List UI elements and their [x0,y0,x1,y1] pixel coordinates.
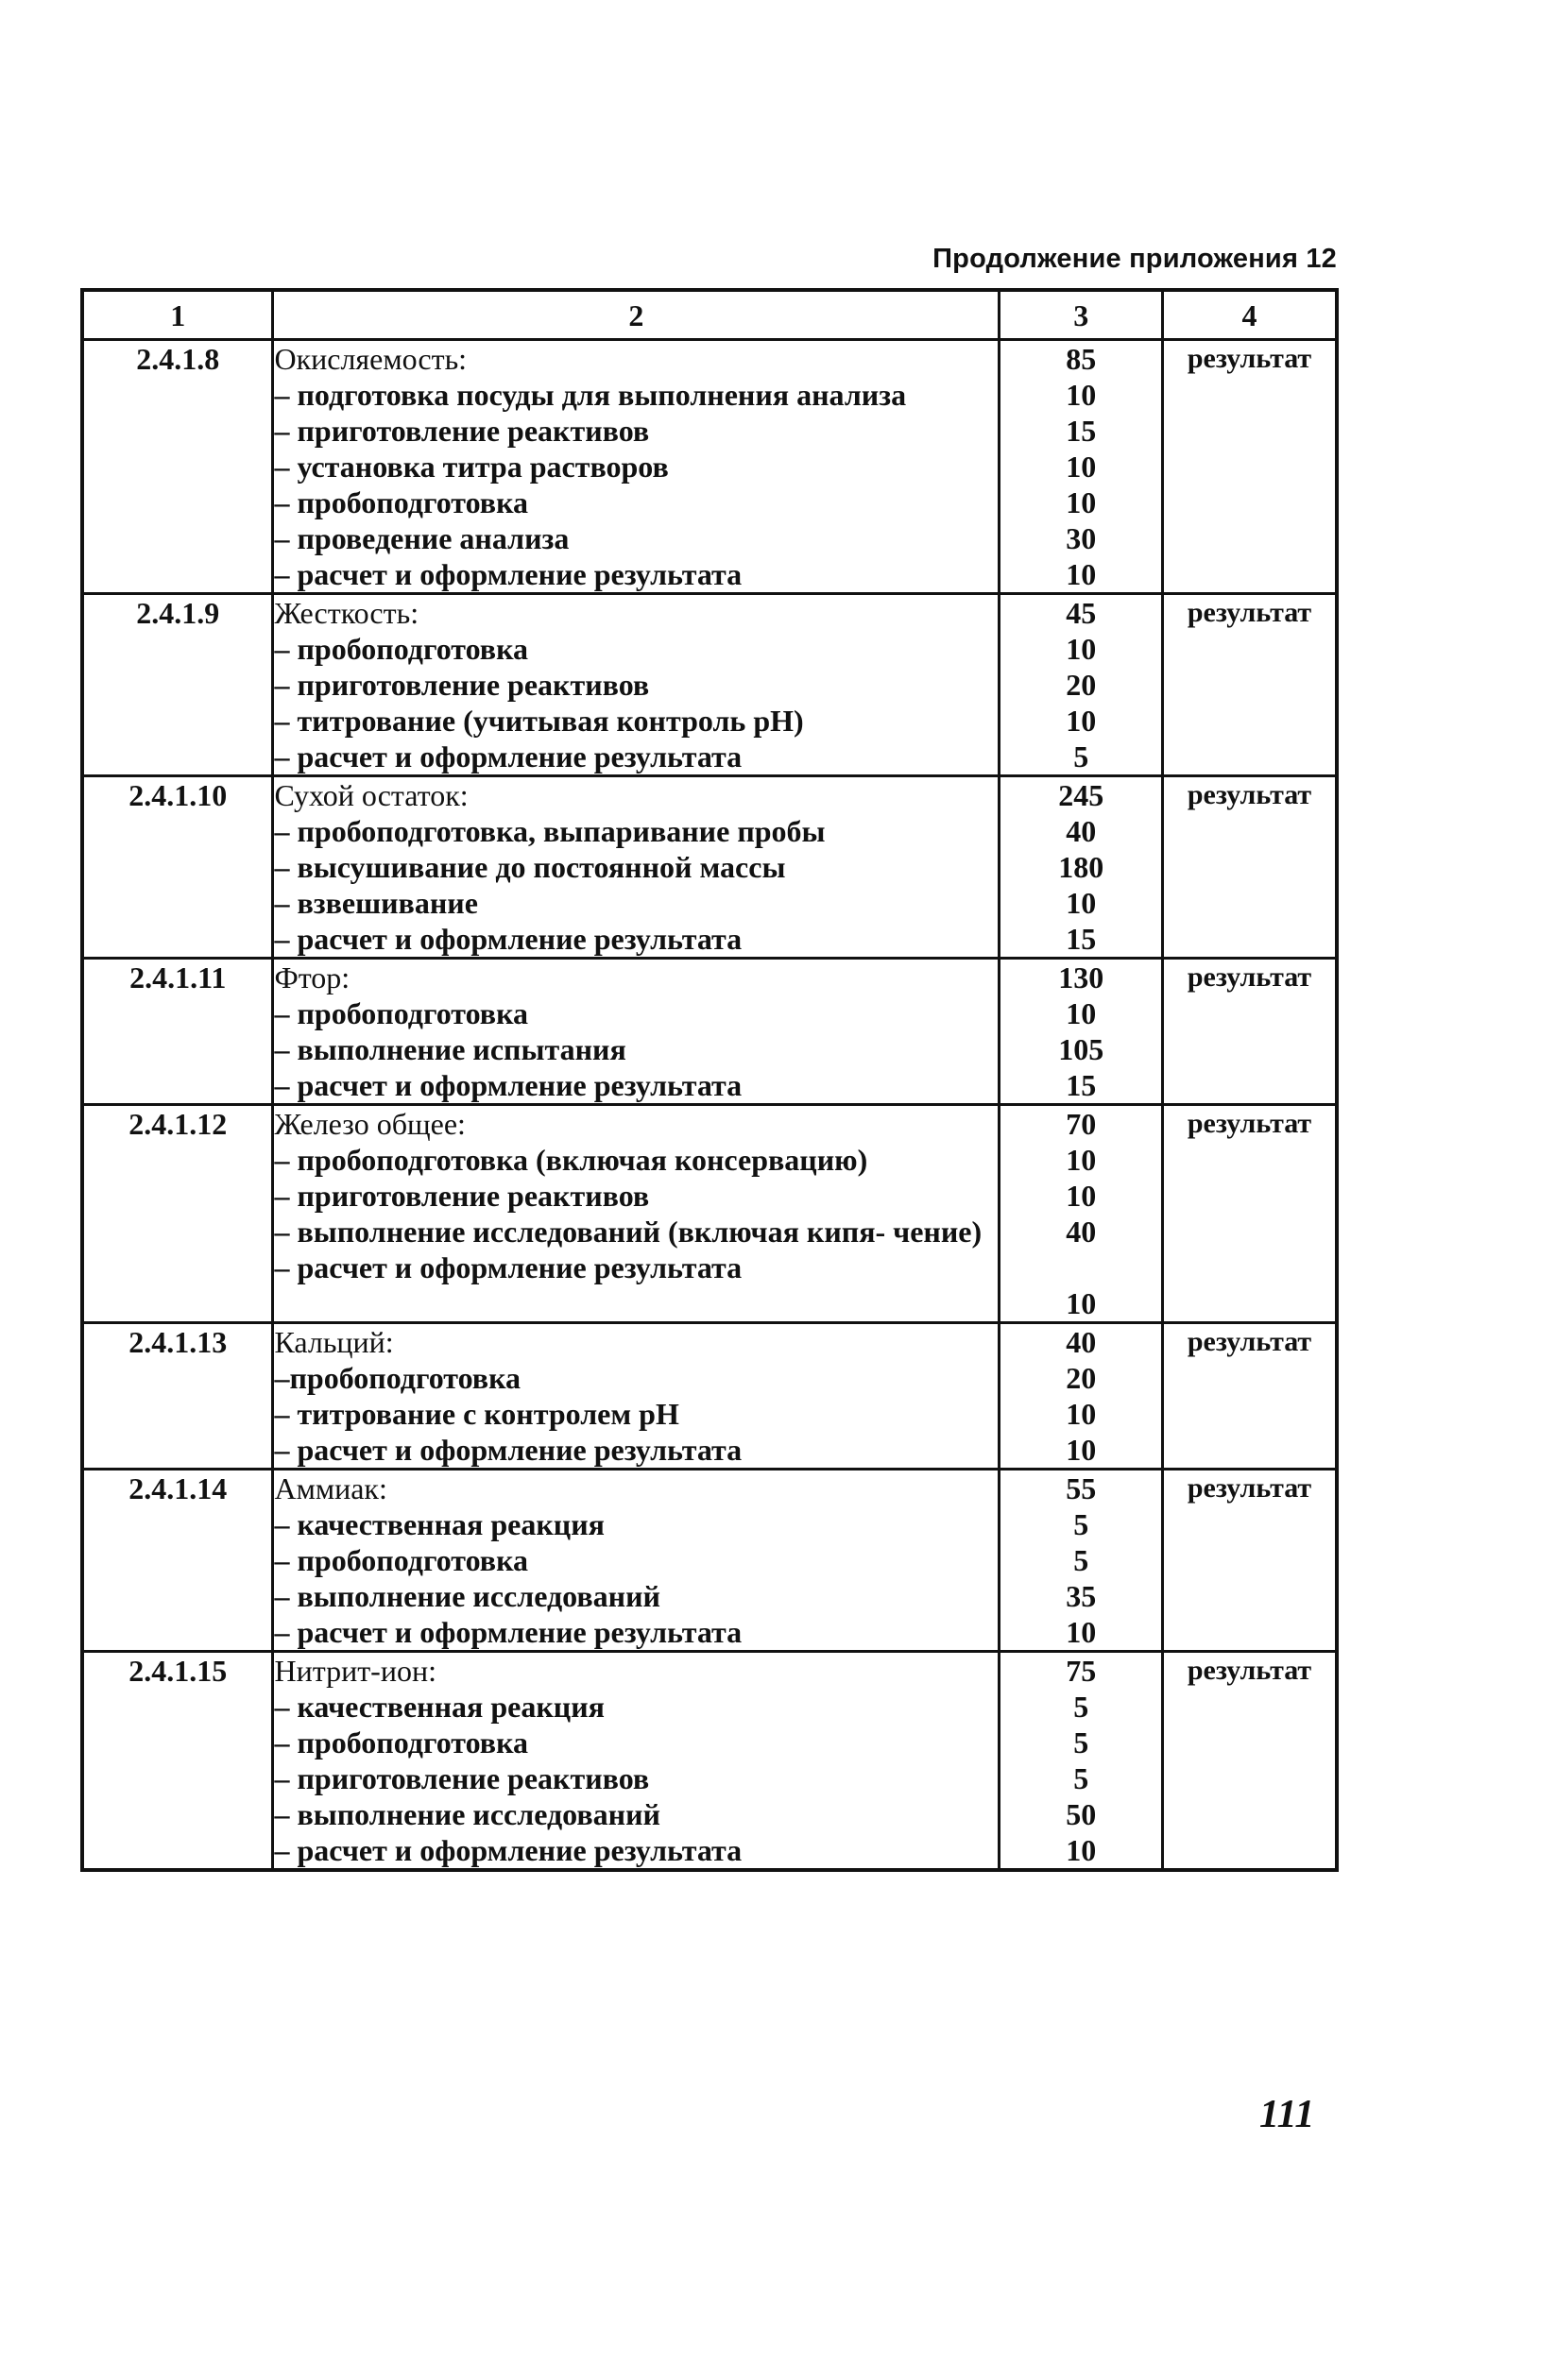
item-minutes [1000,594,1163,776]
operation-minutes: 5 [1073,1690,1089,1724]
column-header-3: 3 [1000,290,1163,340]
item-description [273,1323,1000,1470]
operation-minutes: 35 [1066,1579,1097,1613]
item-title: Аммиак: [274,1471,387,1505]
operation-minutes: 105 [1058,1032,1104,1066]
operation-minutes: 20 [1066,1361,1097,1395]
item-result-unit: результат [1163,1105,1337,1323]
page-number: 111 [1259,2093,1315,2136]
operation-step: – выполнение испытания [274,1032,626,1066]
item-result-unit: результат [1163,1652,1337,1871]
column-header-1: 1 [82,290,273,340]
operation-step: – установка титра растворов [274,450,669,484]
table-row [82,594,1337,776]
table-row [82,1652,1337,1871]
item-result-unit: результат [1163,594,1337,776]
operation-step: – проведение анализа [274,521,570,555]
item-title: Окисляемость: [274,342,468,376]
operation-step: – качественная реакция [274,1690,605,1724]
item-title: Сухой остаток: [274,778,469,812]
operation-minutes: 10 [1066,1833,1097,1867]
wrap-spacer [1000,1250,1161,1285]
operation-step: – подготовка посуды для выполнения анализа [274,378,907,412]
item-minutes [1000,959,1163,1105]
item-result-unit: результат [1163,959,1337,1105]
item-result-unit: результат [1163,776,1337,959]
operation-minutes: 20 [1066,668,1097,702]
operation-step: – выполнение исследований [274,1797,660,1831]
item-result-unit: результат [1163,1323,1337,1470]
operation-minutes: 10 [1066,485,1097,519]
operation-step: – расчет и оформление результата [274,922,743,956]
item-number: 2.4.1.10 [82,776,273,959]
operation-step: – высушивание до постоянной массы [274,850,786,884]
operation-minutes: 5 [1073,740,1089,774]
item-title: Железо общее: [274,1107,466,1141]
table-row [82,1105,1337,1323]
operation-step: – пробоподготовка, выпаривание пробы [274,814,826,848]
operation-minutes: 50 [1066,1797,1097,1831]
column-header-4: 4 [1163,290,1337,340]
item-result-unit: результат [1163,340,1337,594]
operation-step: – приготовление реактивов [274,1761,650,1795]
operation-minutes: 40 [1066,1215,1097,1249]
operation-step: – пробоподготовка [274,1726,529,1760]
operation-minutes: 30 [1066,521,1097,555]
item-description [273,1652,1000,1871]
operation-step: – выполнение исследований (включая кипя- чение) [274,1215,983,1249]
operation-step: – пробоподготовка (включая консервацию) [274,1143,868,1177]
item-total: 75 [1066,1654,1097,1688]
operation-minutes: 5 [1073,1543,1089,1577]
item-title: Фтор: [274,960,351,994]
operation-minutes: 10 [1066,1433,1097,1467]
operation-step: – приготовление реактивов [274,414,650,448]
item-number: 2.4.1.12 [82,1105,273,1323]
operation-minutes: 10 [1066,378,1097,412]
item-minutes [1000,1652,1163,1871]
operation-step: – расчет и оформление результата [274,1433,743,1467]
operation-minutes: 10 [1066,632,1097,666]
item-description [273,1105,1000,1323]
operation-minutes: 40 [1066,814,1097,848]
operation-step: – расчет и оформление результата [274,1250,743,1284]
table-row [82,1323,1337,1470]
column-header-2: 2 [273,290,1000,340]
operation-minutes: 180 [1058,850,1104,884]
operation-step: – пробоподготовка [274,632,529,666]
operation-minutes: 10 [1066,1179,1097,1213]
item-description [273,776,1000,959]
operation-minutes: 10 [1066,1286,1097,1320]
item-total: 45 [1066,596,1097,630]
operation-step: – расчет и оформление результата [274,740,743,774]
operation-step: –пробоподготовка [274,1361,522,1395]
table-header-row [82,290,1337,340]
item-total: 40 [1066,1325,1097,1359]
operation-minutes: 15 [1066,414,1097,448]
operation-minutes: 5 [1073,1761,1089,1795]
operation-step: – титрование (учитывая контроль рН) [274,704,804,738]
operation-step: – пробоподготовка [274,485,529,519]
item-title: Жесткость: [274,596,419,630]
table-row [82,340,1337,594]
item-number: 2.4.1.15 [82,1652,273,1871]
operation-step: – расчет и оформление результата [274,1068,743,1102]
operation-step: – качественная реакция [274,1507,605,1541]
table-row [82,776,1337,959]
item-result-unit: результат [1163,1470,1337,1652]
item-minutes [1000,1323,1163,1470]
operation-step: – расчет и оформление результата [274,1833,743,1867]
table-body [82,340,1337,1871]
item-minutes [1000,776,1163,959]
operation-step: – расчет и оформление результата [274,1615,743,1649]
item-minutes [1000,340,1163,594]
item-title: Нитрит-ион: [274,1654,436,1688]
item-total: 130 [1058,960,1104,994]
operation-step: – выполнение исследований [274,1579,660,1613]
operation-minutes: 10 [1066,996,1097,1030]
item-number: 2.4.1.11 [82,959,273,1105]
item-minutes [1000,1470,1163,1652]
operation-step: – пробоподготовка [274,1543,529,1577]
item-total: 85 [1066,342,1097,376]
operation-minutes: 10 [1066,1615,1097,1649]
operation-step: – взвешивание [274,886,478,920]
item-description [273,1470,1000,1652]
item-number: 2.4.1.14 [82,1470,273,1652]
item-minutes [1000,1105,1163,1323]
operation-minutes: 10 [1066,1143,1097,1177]
operation-step: – приготовление реактивов [274,1179,650,1213]
operation-minutes: 10 [1066,886,1097,920]
item-number: 2.4.1.8 [82,340,273,594]
item-number: 2.4.1.9 [82,594,273,776]
operation-minutes: 15 [1066,922,1097,956]
operation-minutes: 10 [1066,450,1097,484]
operation-step: – расчет и оформление результата [274,557,743,591]
item-title: Кальций: [274,1325,394,1359]
item-number: 2.4.1.13 [82,1323,273,1470]
item-description [273,959,1000,1105]
operation-step: – пробоподготовка [274,996,529,1030]
item-description [273,594,1000,776]
operation-step: – титрование с контролем рН [274,1397,679,1431]
item-description [273,340,1000,594]
operation-minutes: 5 [1073,1507,1089,1541]
item-total: 55 [1066,1471,1097,1505]
table-row [82,959,1337,1105]
appendix-caption: Продолжение приложения 12 [932,244,1337,274]
operation-minutes: 15 [1066,1068,1097,1102]
operation-minutes: 5 [1073,1726,1089,1760]
norms-table [80,288,1339,1872]
table-row [82,1470,1337,1652]
operation-minutes: 10 [1066,1397,1097,1431]
operation-minutes: 10 [1066,557,1097,591]
operation-minutes: 10 [1066,704,1097,738]
operation-step: – приготовление реактивов [274,668,650,702]
item-total: 70 [1066,1107,1097,1141]
item-total: 245 [1058,778,1104,812]
